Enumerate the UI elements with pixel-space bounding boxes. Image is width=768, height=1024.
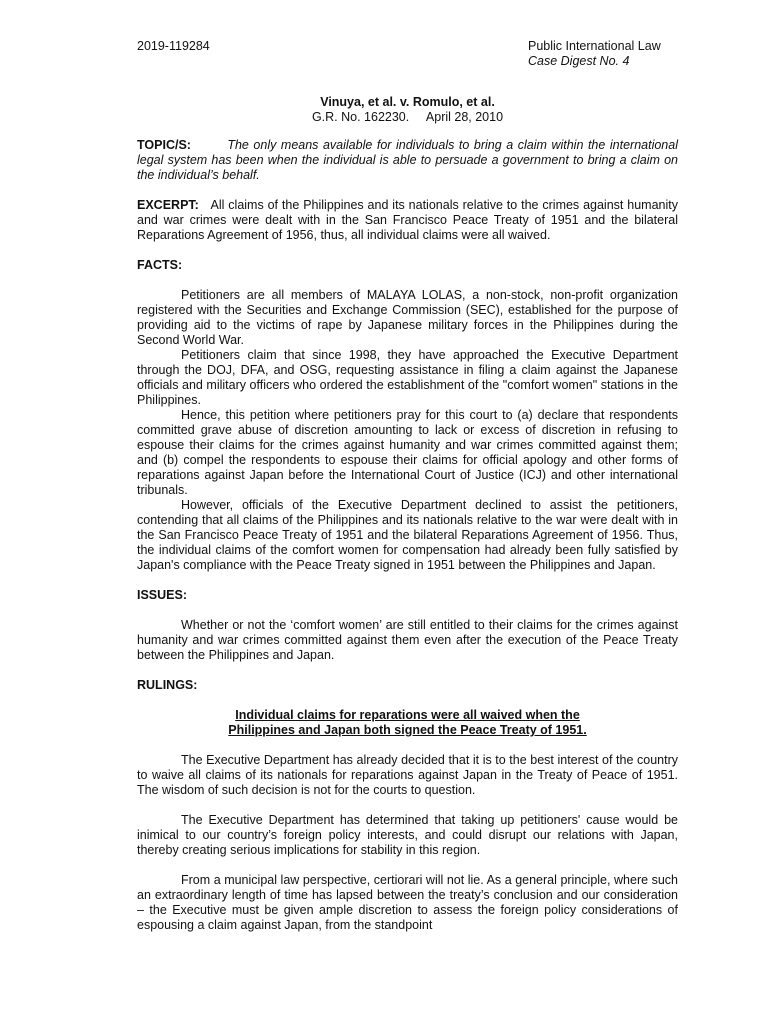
digest-body (137, 138, 678, 933)
digest-number: Case Digest No. 4 (528, 54, 630, 68)
header-right (528, 39, 661, 69)
facts-paragraph: Petitioners claim that since 1998, they have approached the Executive Department through the DOJ, DFA, and OSG, requesting assistance in filing a claim against the Japanese officials and military officers who ordered the establishment of the "comfort women" stations in the Philippines. (137, 348, 678, 407)
ruling-paragraph: The Executive Department has determined that taking up petitioners' cause would be inimical to our country’s foreign policy interests, and could disrupt our relations with Japan, thereby creating serious implications for stability in this region. (137, 813, 678, 857)
ruling-subheading-line: Individual claims for reparations were all waived when the (235, 708, 580, 722)
excerpt-text: All claims of the Philippines and its nationals relative to the crimes against humanity and war crimes were dealt with in the San Francisco Peace Treaty of 1951 and the bilateral Reparations Agreement of 1956, thus, all individual claims were all waived. (137, 198, 678, 242)
case-name: Vinuya, et al. v. Romulo, et al. (320, 95, 495, 109)
ruling-paragraph: The Executive Department has already decided that it is to the best interest of the country to waive all claims of its nationals for reparations against Japan in the Treaty of Peace of 1951. The wisdom of such decision is not for the courts to question. (137, 753, 678, 797)
facts-paragraph: Hence, this petition where petitioners pray for this court to (a) declare that respondents committed grave abuse of discretion amounting to lack or excess of discretion in refusing to espouse their claims for the crimes against humanity and war crimes committed against them; and (b) compel the respondents to espouse their claims for official apology and other forms of reparations against Japan before the International Court of Justice (ICJ) and other international tribunals. (137, 408, 678, 497)
issues-heading: ISSUES: (137, 588, 188, 602)
topic-label: TOPIC/S: (137, 138, 191, 152)
facts-heading: FACTS: (137, 258, 183, 272)
topic-text: The only means available for individuals to bring a claim within the international legal system has been when the individual is able to persuade a government to bring a claim on the individual’s behalf. (137, 138, 678, 182)
ruling-paragraph: From a municipal law perspective, certiorari will not lie. As a general principle, where such an extraordinary length of time has lapsed between the treaty’s conclusion and our consideration – the Executive must be given ample discretion to assess the foreign policy considerations of espousing a claim against Japan, from the standpoint (137, 873, 678, 932)
ruling-subheading-line: Philippines and Japan both signed the Peace Treaty of 1951. (228, 723, 587, 737)
ruling-subheading (137, 708, 678, 738)
excerpt-label: EXCERPT: (137, 198, 199, 212)
topic-section (137, 138, 678, 183)
case-title-block (137, 95, 678, 125)
excerpt-section (137, 198, 678, 243)
doc-number: 2019-119284 (137, 39, 210, 53)
course-title: Public International Law (528, 39, 661, 53)
facts-paragraph: Petitioners are all members of MALAYA LOLAS, a non-stock, non-profit organization registered with the Securities and Exchange Commission (SEC), established for the purpose of providing aid to the victims of rape by Japanese military forces in the Philippines during the Second World War. (137, 288, 678, 347)
facts-paragraph: However, officials of the Executive Department declined to assist the petitioners, contending that all claims of the Philippines and its nationals relative to the war were dealt with in the San Francisco Peace Treaty of 1951 and the bilateral Reparations Agreement of 1956. Thus, the individual claims of the comfort women for compensation had already been fully satisfied by Japan's compliance with the Peace Treaty signed in 1951 between the Philippines and Japan. (137, 498, 678, 572)
case-citation: G.R. No. 162230. April 28, 2010 (311, 110, 504, 124)
issues-text: Whether or not the ‘comfort women’ are still entitled to their claims for the crimes against humanity and war crimes committed against them even after the execution of the Peace Treaty between the Philippines and Japan. (137, 618, 678, 662)
rulings-heading: RULINGS: (137, 678, 198, 692)
